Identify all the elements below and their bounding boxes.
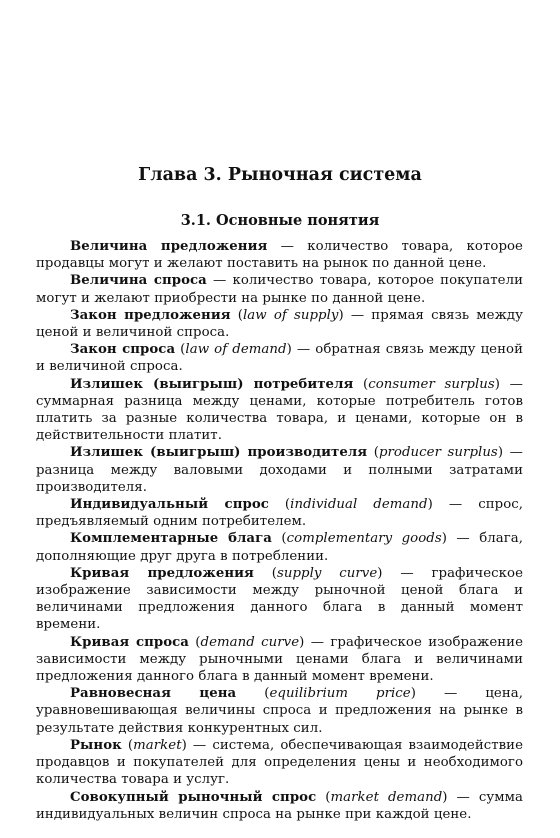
definition-english-term: producer surplus [378, 445, 498, 461]
definition-text: — спрос, предъявляемый одним потребителем. [36, 497, 524, 530]
definition-term: Индивидуальный спрос [70, 497, 269, 513]
definition-term: Кривая предложения [70, 565, 254, 581]
definition-item: Излишек (выигрыш) производителя (producer surplus) — разница между валовыми доходами и полными затратами производителя. [36, 445, 523, 495]
definition-english-term: law of supply [243, 307, 339, 323]
definition-item: Закон предложения (law of supply) — прямая связь между ценой и величиной спроса. [36, 307, 523, 341]
definition-item: Комплементарные блага (complementary goods) — блага, дополняющие друг друга в потреблении. [36, 531, 524, 564]
definition-english-term: individual demand [290, 497, 428, 513]
definition-term: Закон спроса [70, 342, 176, 358]
definition-item: Равновесная цена (equilibrium price) — цена, уравновешивающая величины спроса и предложения на рынке в результате действия конкурентных сил. [36, 686, 524, 736]
definition-term: Закон предложения [70, 307, 231, 323]
definition-text: — прямая связь между ценой и величиной спроса. [36, 307, 523, 341]
chapter-title: Глава 3. Рыночная система [138, 165, 422, 185]
definition-text: — суммарная разница между ценами, которые потребитель готов платить за разные количества товара, и ценами, которые он в действительности платит. [36, 376, 524, 444]
definition-item: Кривая спроса (demand curve) — графическое изображение зависимости между рыночными ценами блага и величинами предложения данного блага в данный момент времени. [36, 634, 524, 685]
definition-text: — количество товара, которое продавцы могут и желают поставить на рынок по данной цене. [36, 239, 523, 272]
definition-term: Излишек (выигрыш) производителя [70, 445, 368, 461]
definition-text: — разница между валовыми доходами и полными затратами производителя. [36, 445, 523, 495]
definition-text: — графическое изображение зависимости между рыночной ценой блага и величинами предложения данного блага в данный момент времени. [36, 565, 524, 633]
definition-item [36, 272, 523, 306]
definition-item: Рынок (market) — система, обеспечивающая взаимодействие продавцов и покупателей для определения цены и необходимого количества товара и услуг. [36, 737, 523, 788]
definition-english-term: consumer surplus [368, 376, 495, 392]
definition-term: Кривая спроса [70, 634, 189, 650]
definition-item: Индивидуальный спрос (individual demand) — спрос, предъявляемый одним потребителем. [36, 497, 524, 530]
definition-term: Совокупный рыночный спрос [70, 789, 317, 805]
definition-english-term: market demand [330, 789, 443, 805]
definition-term: Излишек (выигрыш) потребителя [70, 376, 354, 392]
definition-term: Комплементарные блага [70, 531, 272, 547]
definition-english-term: supply curve [276, 565, 378, 581]
definition-english-term: equilibrium price [269, 686, 411, 702]
definition-english-term: demand curve [200, 634, 300, 650]
definition-term: Величина предложения [70, 239, 268, 254]
definition-text: — графическое изображение зависимости между рыночными ценами блага и величинами предложения данного блага в данный момент времени. [36, 634, 524, 685]
definition-english-term: law of demand [185, 342, 287, 358]
definition-term: Величина спроса [70, 273, 207, 289]
definition-text: — количество товара, которое покупатели могут и желают приобрести на рынке по данной цене. [36, 273, 524, 306]
definition-text: — сумма индивидуальных величин спроса на рынке при каждой цене. [36, 789, 523, 822]
definition-item: Излишек (выигрыш) потребителя (consumer surplus) — суммарная разница между ценами, которые потребитель готов платить за разные количества товара, и ценами, которые он в действительности платит. [36, 376, 524, 444]
section-title: 3.1. Основные понятия [180, 212, 380, 229]
definition-term: Равновесная цена [70, 686, 237, 702]
definition-item: Закон спроса (law of demand) — обратная связь между ценой и величиной спроса. [36, 342, 523, 375]
definition-text: — цена, уравновешивающая величины спроса и предложения на рынке в результате действия конкурентных сил. [36, 686, 524, 736]
definition-item: Совокупный рыночный спрос (market demand) — сумма индивидуальных величин спроса на рынке при каждой цене. [36, 789, 523, 822]
definition-english-term: complementary goods [286, 531, 442, 547]
definition-text: — блага, дополняющие друг друга в потреблении. [36, 531, 524, 564]
definition-item [36, 238, 523, 272]
definition-term: Рынок [70, 737, 122, 753]
definition-text: — обратная связь между ценой и величиной спроса. [36, 342, 523, 375]
definition-english-term: market [133, 737, 182, 753]
definition-text: — система, обеспечивающая взаимодействие продавцов и покупателей для определения цены и необходимого количества товара и услуг. [36, 737, 523, 788]
definitions-list [36, 238, 523, 823]
definition-item: Кривая предложения (supply curve) — графическое изображение зависимости между рыночной ценой блага и величинами предложения данного блага в данный момент времени. [36, 565, 524, 633]
